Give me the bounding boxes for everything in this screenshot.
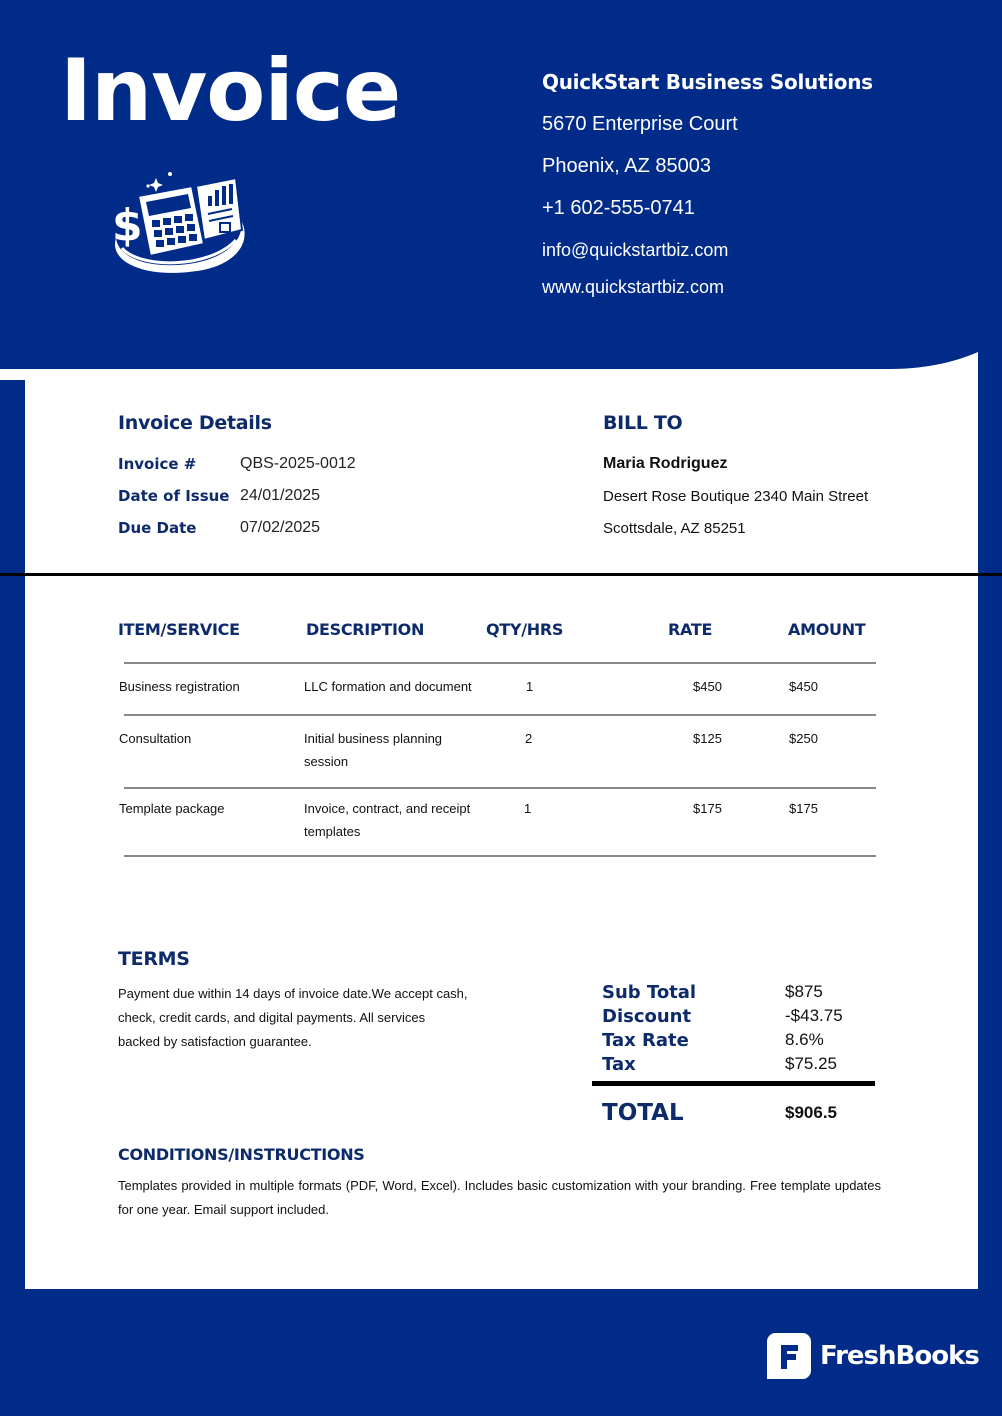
column-header-qty: QTY/HRS <box>486 620 564 639</box>
company-address-line2: Phoenix, AZ 85003 <box>542 155 712 177</box>
row-amount: $175 <box>789 801 818 816</box>
column-header-description: DESCRIPTION <box>306 620 425 639</box>
brand-name: FreshBooks <box>820 1341 979 1371</box>
row-qty: 2 <box>525 731 533 746</box>
bill-to-heading: BILL TO <box>603 412 683 434</box>
tax-rate-value: 8.6% <box>785 1030 824 1049</box>
company-name: QuickStart Business Solutions <box>542 70 873 94</box>
row-description-cont: templates <box>304 824 361 839</box>
row-rate: $125 <box>693 731 722 746</box>
issue-date-value: 24/01/2025 <box>240 487 321 504</box>
row-item: Consultation <box>119 731 192 746</box>
tax-rate-row <box>602 1028 874 1052</box>
freshbooks-logo <box>767 1333 979 1379</box>
conditions-section <box>118 1145 881 1222</box>
due-date-label: Due Date <box>118 519 197 537</box>
grand-total-row <box>602 1100 837 1126</box>
subtotal-label: Sub Total <box>602 981 697 1003</box>
company-address-line1: 5670 Enterprise Court <box>542 113 738 135</box>
row-rate: $450 <box>693 679 722 694</box>
subtotal-row <box>602 980 874 1004</box>
invoice-details-heading: Invoice Details <box>118 412 272 434</box>
due-date-value: 07/02/2025 <box>240 519 321 536</box>
row-item: Template package <box>119 801 225 816</box>
company-email: info@quickstartbiz.com <box>542 240 729 260</box>
invoice-number-row <box>118 448 356 480</box>
bill-to-address-line2: Scottsdale, AZ 85251 <box>603 519 746 537</box>
discount-row <box>602 1004 874 1028</box>
due-date-row <box>118 512 356 544</box>
row-description: Invoice, contract, and receipt <box>304 801 471 816</box>
total-label: TOTAL <box>602 1100 684 1126</box>
discount-value: -$43.75 <box>785 1006 843 1025</box>
bill-to <box>603 412 868 544</box>
invoice-title: Invoice <box>60 41 401 141</box>
row-amount: $450 <box>789 679 818 694</box>
table-rule <box>124 714 876 716</box>
freshbooks-f-icon <box>767 1333 811 1379</box>
total-value: $906.5 <box>785 1103 837 1122</box>
company-info <box>542 70 873 314</box>
row-description: Initial business planning <box>304 731 443 746</box>
totals-summary <box>602 980 874 1076</box>
issue-date-label: Date of Issue <box>118 487 230 505</box>
row-amount: $250 <box>789 731 818 746</box>
subtotal-value: $875 <box>785 982 823 1001</box>
column-header-item: ITEM/SERVICE <box>118 620 240 639</box>
table-rule <box>124 662 876 664</box>
company-website: www.quickstartbiz.com <box>542 277 725 297</box>
row-qty: 1 <box>526 679 534 694</box>
tax-rate-label: Tax Rate <box>602 1029 689 1051</box>
section-divider <box>0 573 1002 576</box>
table-rule <box>124 787 876 789</box>
issue-date-row <box>118 480 356 512</box>
row-description: LLC formation and document <box>304 679 472 694</box>
tax-label: Tax <box>602 1053 636 1075</box>
tax-value: $75.25 <box>785 1054 837 1073</box>
column-header-rate: RATE <box>668 620 713 639</box>
invoice-number-label: Invoice # <box>118 455 197 473</box>
row-qty: 1 <box>524 801 532 816</box>
terms-line1: Payment due within 14 days of invoice date.We accept cash, <box>118 986 468 1001</box>
svg-text:$: $ <box>112 200 143 251</box>
terms-line3: backed by satisfaction guarantee. <box>118 1034 312 1049</box>
company-phone: +1 602-555-0741 <box>542 197 695 219</box>
bill-to-name: Maria Rodriguez <box>603 455 728 472</box>
items-table-header <box>0 620 1002 642</box>
column-header-amount: AMOUNT <box>788 620 866 639</box>
discount-label: Discount <box>602 1005 692 1027</box>
conditions-heading: CONDITIONS/INSTRUCTIONS <box>118 1145 365 1164</box>
invoice-details <box>118 412 356 544</box>
terms-section <box>118 948 488 1054</box>
invoice-number-value: QBS-2025-0012 <box>240 455 356 472</box>
row-description-cont: session <box>304 754 349 769</box>
terms-line2: check, credit cards, and digital payments. All services <box>118 1010 426 1025</box>
terms-heading: TERMS <box>118 948 190 970</box>
calculator-invoice-icon <box>108 168 253 283</box>
row-rate: $175 <box>693 801 722 816</box>
tax-row <box>602 1052 874 1076</box>
bill-to-address-line1: Desert Rose Boutique 2340 Main Street <box>603 487 869 505</box>
conditions-body: Templates provided in multiple formats (PDF, Word, Excel). Includes basic customization with your branding. Free template updates for one year. Email support included. <box>118 1178 881 1217</box>
table-rule <box>124 855 876 857</box>
total-rule <box>592 1081 875 1086</box>
row-item: Business registration <box>119 679 240 694</box>
